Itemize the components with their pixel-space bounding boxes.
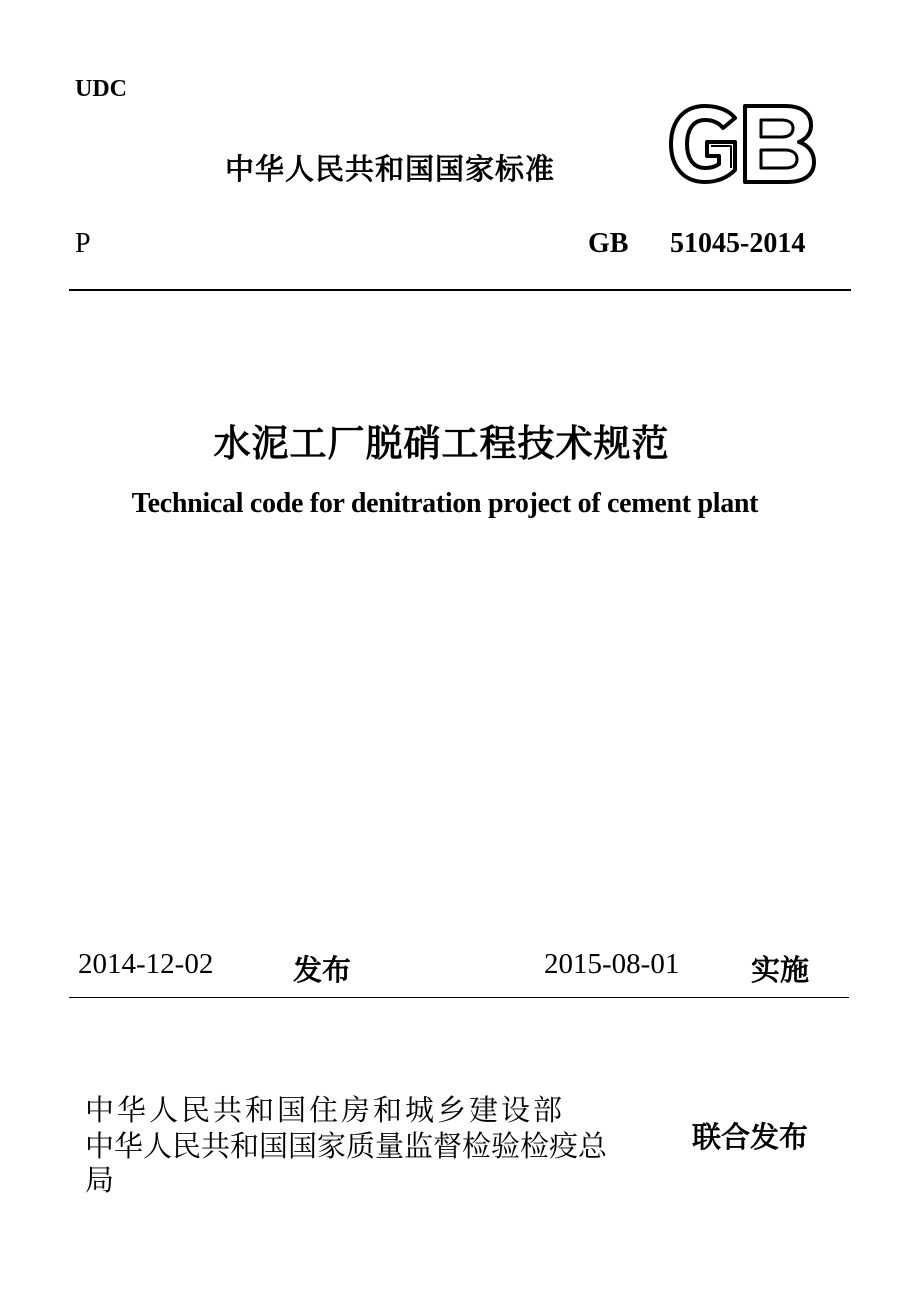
standard-number: 51045-2014: [670, 228, 806, 259]
publisher-ministry: 中华人民共和国住房和城乡建设部: [85, 1093, 566, 1127]
standard-prefix: GB: [588, 228, 629, 259]
classification-code: P: [75, 228, 91, 259]
title-chinese: 水泥工厂脱硝工程技术规范: [213, 422, 670, 465]
issue-label: 发布: [293, 953, 352, 987]
bottom-divider: [69, 997, 849, 998]
gb-logo-icon: [667, 104, 817, 184]
national-standard-heading: 中华人民共和国国家标准: [225, 152, 556, 186]
joint-release-label: 联合发布: [692, 1120, 809, 1154]
publisher-aqsiq: 中华人民共和国国家质量监督检验检疫总: [85, 1129, 608, 1163]
title-english: Technical code for denitration project of cement plant: [131, 488, 759, 519]
implementation-label: 实施: [751, 953, 810, 987]
implementation-date: 2015-08-01: [544, 948, 680, 980]
publisher-aqsiq-continued: 局: [85, 1163, 115, 1197]
issue-date: 2014-12-02: [78, 948, 214, 980]
top-divider: [69, 289, 851, 291]
udc-label: UDC: [75, 76, 127, 102]
